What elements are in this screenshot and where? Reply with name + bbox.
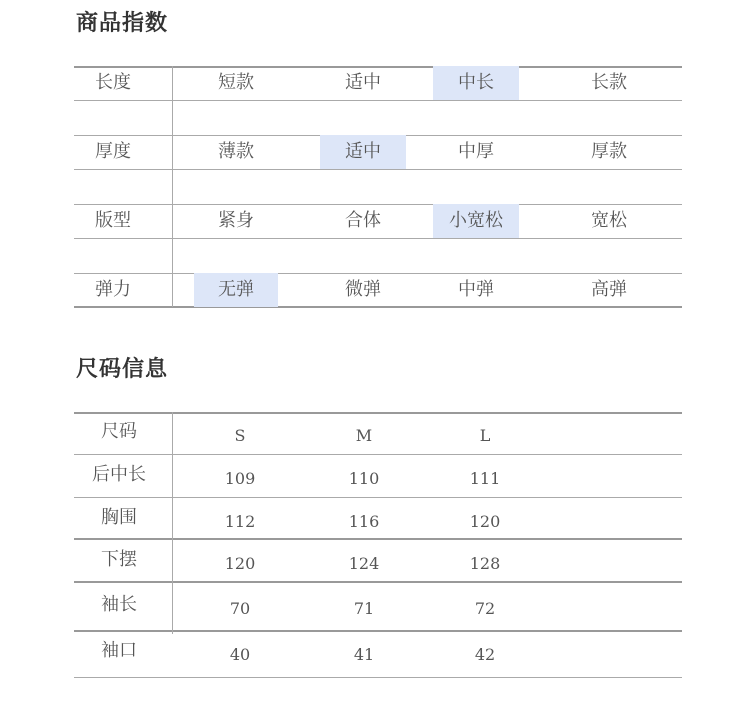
index-option: 长款 <box>591 72 627 93</box>
index-option: 短款 <box>218 72 254 93</box>
index-row <box>74 204 682 238</box>
size-value: 42 <box>474 645 496 664</box>
size-value: 110 <box>348 469 380 488</box>
table-divider <box>74 677 682 678</box>
index-row-label: 厚度 <box>95 141 131 162</box>
index-option-selected: 小宽松 <box>433 204 519 238</box>
index-row-label: 版型 <box>95 210 131 231</box>
table-divider <box>74 238 682 239</box>
index-option-selected: 适中 <box>320 135 406 169</box>
size-row-label: 后中长 <box>92 464 146 485</box>
index-option-selected: 中长 <box>433 66 519 100</box>
product-index-title: 商品指数 <box>76 10 169 36</box>
size-column-header: S <box>234 426 246 445</box>
size-value: 111 <box>469 469 501 488</box>
index-option: 宽松 <box>591 210 627 231</box>
index-option: 合体 <box>345 210 381 231</box>
index-option: 厚款 <box>591 141 627 162</box>
size-value: 120 <box>224 554 256 573</box>
index-option-selected: 无弹 <box>194 273 278 307</box>
index-row <box>74 66 682 100</box>
size-value: 109 <box>224 469 256 488</box>
index-option: 高弹 <box>591 279 627 300</box>
column-divider <box>172 66 173 307</box>
size-value: 116 <box>348 512 380 531</box>
table-divider <box>74 169 682 170</box>
size-info-table <box>74 412 682 678</box>
index-option: 中厚 <box>458 141 494 162</box>
size-header-row <box>74 412 682 456</box>
size-row-label: 袖长 <box>101 594 137 615</box>
size-column-header: M <box>355 426 373 445</box>
index-option: 紧身 <box>218 210 254 231</box>
index-option: 薄款 <box>218 141 254 162</box>
size-value: 72 <box>474 599 496 618</box>
size-header-label: 尺码 <box>101 421 137 442</box>
size-info-title: 尺码信息 <box>76 356 169 382</box>
size-row <box>74 585 682 629</box>
size-row <box>74 631 682 675</box>
size-value: 124 <box>348 554 380 573</box>
size-row-label: 胸围 <box>101 507 137 528</box>
size-value: 71 <box>353 599 375 618</box>
index-row <box>74 135 682 169</box>
product-index-table <box>74 66 682 308</box>
size-row <box>74 540 682 584</box>
index-row-label: 长度 <box>95 72 131 93</box>
index-row-label: 弹力 <box>95 279 131 300</box>
size-value: 128 <box>469 554 501 573</box>
size-value: 41 <box>353 645 375 664</box>
table-divider <box>74 100 682 101</box>
size-value: 120 <box>469 512 501 531</box>
size-column-header: L <box>479 426 491 445</box>
size-row-label: 袖口 <box>101 640 137 661</box>
size-row <box>74 455 682 499</box>
index-option: 微弹 <box>345 279 381 300</box>
size-value: 70 <box>229 599 251 618</box>
index-row <box>74 273 682 307</box>
size-row-label: 下摆 <box>101 549 137 570</box>
size-row <box>74 498 682 542</box>
size-value: 40 <box>229 645 251 664</box>
index-option: 适中 <box>345 72 381 93</box>
index-option: 中弹 <box>458 279 494 300</box>
size-value: 112 <box>224 512 256 531</box>
